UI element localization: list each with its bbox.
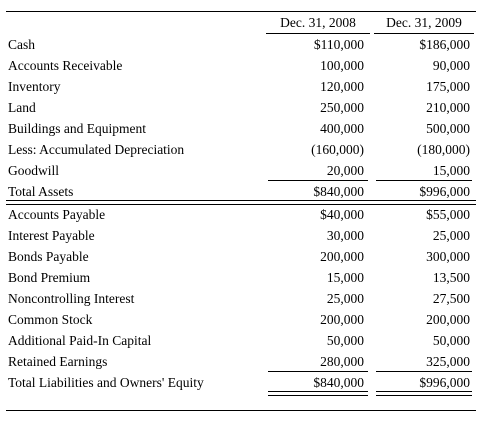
table-row [6,309,476,330]
table-row [6,139,476,160]
table-row [6,34,476,55]
total-double-rule-2008 [268,391,368,396]
value-2008: 30,000 [326,228,364,243]
total-assets-row [6,181,476,202]
value-2009: $55,000 [426,207,470,222]
value-2009: 210,000 [426,100,470,115]
value-2008: 25,000 [326,291,364,306]
row-label: Less: Accumulated Depreciation [8,142,185,157]
row-label: Land [8,100,36,115]
bottom-rule [6,410,476,411]
column-header-2008: Dec. 31, 2008 [280,15,356,30]
value-2009: (180,000) [417,142,470,157]
value-2008: $840,000 [313,184,364,199]
table-row [6,330,476,351]
balance-sheet-table [6,0,476,421]
value-2008: 250,000 [320,100,364,115]
table-row [6,160,476,181]
value-2008: (160,000) [311,142,364,157]
row-label: Inventory [8,79,61,94]
value-2008: $40,000 [320,207,364,222]
column-header-2009: Dec. 31, 2009 [386,15,462,30]
table-row [6,76,476,97]
row-label: Accounts Receivable [8,58,123,73]
row-label: Goodwill [8,163,60,178]
table-row [6,55,476,76]
row-label: Interest Payable [8,228,95,243]
value-2009: $186,000 [419,37,470,52]
value-2008: 400,000 [320,121,364,136]
total-double-rule-2009 [376,391,472,396]
value-2009: 50,000 [432,333,470,348]
row-label: Common Stock [8,312,93,327]
table-row [6,204,476,225]
row-label: Total Assets [8,184,74,199]
value-2008: $840,000 [313,375,364,390]
value-2008: 200,000 [320,312,364,327]
row-label: Bond Premium [8,270,91,285]
value-2008: 50,000 [326,333,364,348]
value-2009: $996,000 [419,375,470,390]
value-2009: 325,000 [426,354,470,369]
table-row [6,97,476,118]
row-label: Total Liabilities and Owners' Equity [8,375,204,390]
value-2009: 15,000 [432,163,470,178]
value-2009: 175,000 [426,79,470,94]
row-label: Retained Earnings [8,354,108,369]
value-2008: 15,000 [326,270,364,285]
value-2008: $110,000 [313,37,364,52]
table-row [6,288,476,309]
table-row [6,225,476,246]
value-2009: $996,000 [419,184,470,199]
row-label: Cash [8,37,35,52]
row-label: Buildings and Equipment [8,121,146,136]
header-row [6,12,476,33]
value-2008: 20,000 [326,163,364,178]
row-label: Accounts Payable [8,207,106,222]
value-2009: 25,000 [432,228,470,243]
value-2009: 13,500 [432,270,470,285]
total-liabilities-equity-row [6,372,476,393]
value-2008: 200,000 [320,249,364,264]
value-2008: 120,000 [320,79,364,94]
table-row [6,351,476,372]
value-2009: 200,000 [426,312,470,327]
row-label: Additional Paid-In Capital [8,333,152,348]
value-2008: 100,000 [320,58,364,73]
table-row [6,118,476,139]
table-row [6,246,476,267]
table-row [6,267,476,288]
row-label: Bonds Payable [8,249,89,264]
value-2009: 27,500 [432,291,470,306]
value-2009: 300,000 [426,249,470,264]
value-2009: 90,000 [432,58,470,73]
value-2009: 500,000 [426,121,470,136]
row-label: Noncontrolling Interest [8,291,135,306]
value-2008: 280,000 [320,354,364,369]
